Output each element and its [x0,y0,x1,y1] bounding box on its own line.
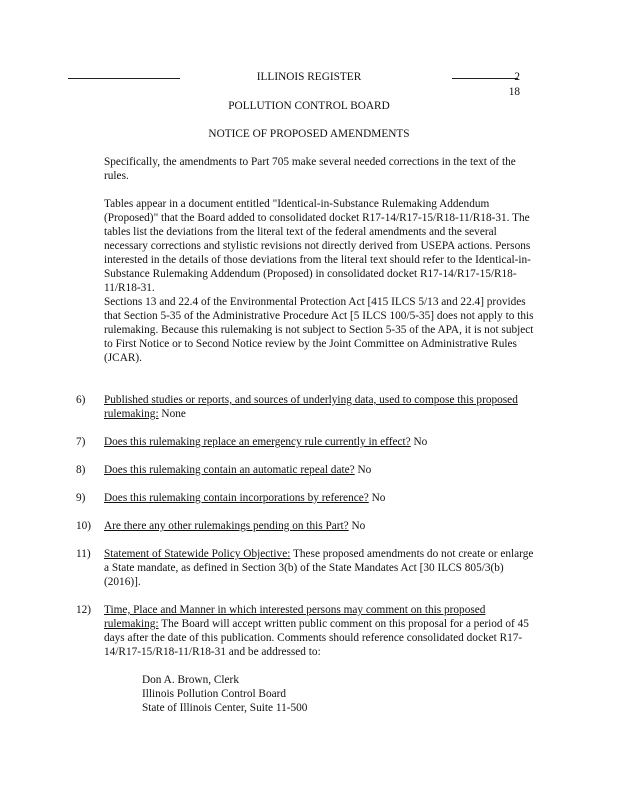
item-repeal-date [104,463,534,477]
item-answer: These proposed amendments do not create or enlarge a State mandate, as defined in Section 3(b) of the State Mandates Act [30 ILCS 805/3(b) (2016)]. [104,548,534,588]
item-studies [104,393,534,421]
paragraph-sections: Sections 13 and 22.4 of the Environmental Protection Act [415 ILCS 5/13 and 22.4] provides that Section 5-35 of the Administrative Procedure Act [5 ILCS 100/5-35] does not apply to this rulemaking. Because this rulemaking is not subject to Section 5-35 of the APA, it is not subject to First Notice or to Second Notice review by the Joint Committee on Administrative Rules (JCAR). [104,296,534,364]
item-incorporations [104,491,534,505]
item-policy-objective [104,547,534,589]
address-clerk: Don A. Brown, Clerk [142,674,239,686]
item-number: 11) [76,548,91,560]
board-title: POLLUTION CONTROL BOARD [228,100,390,112]
item-emergency-rule [104,435,534,449]
paragraph-tables: Tables appear in a document entitled "Identical-in-Substance Rulemaking Addendum (Proposed)" that the Board added to consolidated docket R17-14/R17-15/R18-11/R18-31. The tables list the deviations from the literal text of the federal amendments and the several necessary corrections and stylistic revisions not directly derived from USEPA actions. Persons interested in the details of those deviations from the literal text should refer to the Identical-in-Substance Rulemaking Addendum (Proposed) in consolidated docket R17-14/R17-15/R18-11/R18-31. [104,198,531,294]
item-label: Does this rulemaking contain incorporations by reference? [104,492,369,504]
item-number: 9) [76,492,86,504]
notice-title: NOTICE OF PROPOSED AMENDMENTS [208,128,410,140]
item-answer: No [410,436,428,448]
item-comment-manner [104,603,534,659]
item-label: Time, Place and Manner in which interested persons may comment on this proposed rulemaking: [104,604,486,630]
item-answer: The Board will accept written public comment on this proposal for a period of 45 days after the date of this publication. Comments should reference consolidated docket R17-14/R17-15/R18-11/R18-31 and be addressed to: [104,618,529,658]
item-answer: No [354,464,372,476]
item-label: Published studies or reports, and sources of underlying data, used to compose this proposed rulemaking: [104,394,518,420]
item-label: Does this rulemaking replace an emergency rule currently in effect? [104,436,411,448]
address-suite: State of Illinois Center, Suite 11-500 [142,702,308,714]
item-answer: No [348,520,366,532]
item-number: 10) [76,520,92,532]
item-label: Are there any other rulemakings pending on this Part? [104,520,349,532]
item-number: 6) [76,394,86,406]
item-label: Does this rulemaking contain an automatic repeal date? [104,464,355,476]
item-number: 12) [76,604,92,616]
item-answer: No [368,492,386,504]
register-title: ILLINOIS REGISTER [256,71,362,83]
page-number-sub: 18 [508,86,520,98]
item-pending-rulemakings [104,519,534,533]
item-number: 7) [76,436,86,448]
paragraph-corrections: Specifically, the amendments to Part 705 make several needed corrections in the text of the rules. [104,156,516,182]
address-board: Illinois Pollution Control Board [142,688,287,700]
page-number: 2 [514,71,520,83]
item-label: Statement of Statewide Policy Objective: [104,548,291,560]
item-number: 8) [76,464,86,476]
item-answer: None [158,408,186,420]
